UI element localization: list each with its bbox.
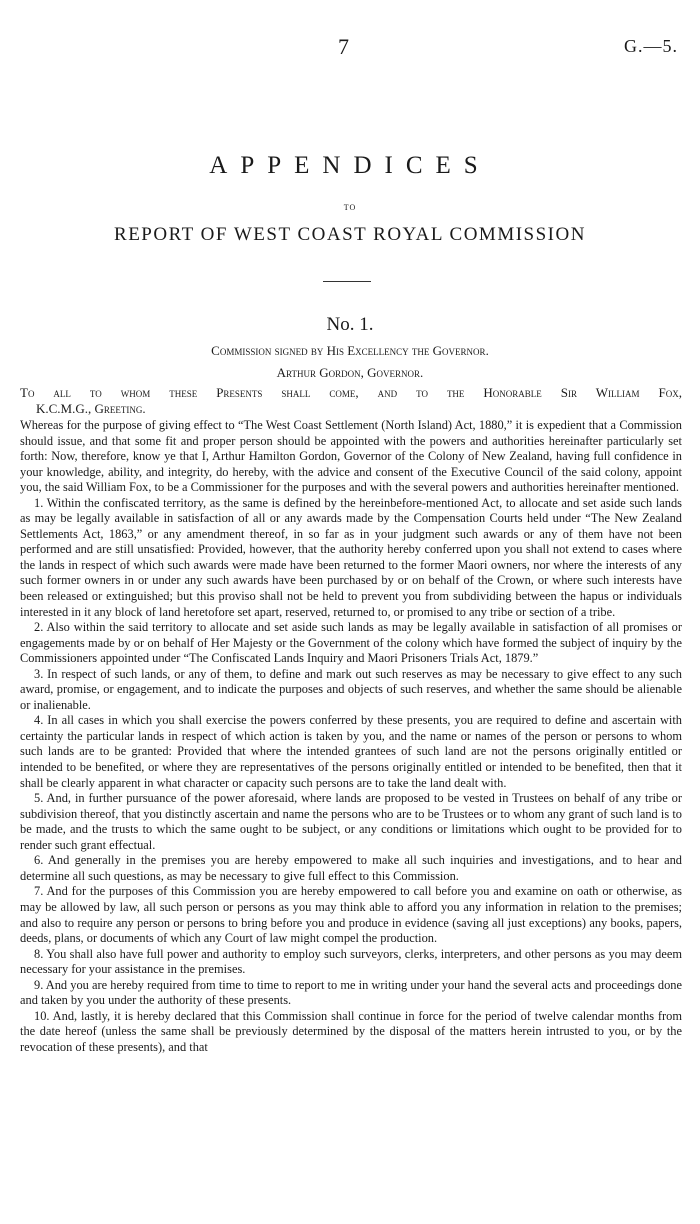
paragraph-8: 8. You shall also have full power and authority to employ such surveyors, clerks, interpreters, and other persons as you may deem necessary for your assistance in the premises.	[20, 946, 682, 977]
title-to: TO	[343, 203, 357, 212]
paragraph-10: 10. And, lastly, it is hereby declared that this Commission shall continue in force for the period of twelve calendar months from the date hereof (unless the same shall be previously determined by the disposal of the matters herein intrusted to you, or by the revocation of these presents), and that	[20, 1008, 682, 1054]
paragraph-7: 7. And for the purposes of this Commission you are hereby empowered to call before you and examine on oath or otherwise, as may be allowed by law, all such person or persons as you may think able to afford you any information in relation to the premises; and also to require any person or persons to bring before you and produce in evidence (saving all just exceptions) any books, papers, deeds, plans, or documents of which any Court of law might compel the production.	[20, 884, 682, 946]
paragraph-preamble: Whereas for the purpose of giving effect to “The West Coast Settlement (North Island) Act, 1880,” it is expedient that a Commission should issue, and that some fit and proper person should be appointed with the powers and authorities hereinafter particularly set forth: Now, therefore, know ye that I, Arthur Hamilton Gordon, Governor of the Colony of New Zealand, having full confidence in your knowledge, ability, and integrity, do hereby, with the advice and consent of the Executive Council of the said colony, appoint you, the said William Fox, to be a Commissioner for the purposes and with the several powers and authorities hereinafter mentioned.	[20, 418, 682, 495]
salutation	[20, 385, 682, 417]
commission-body	[20, 418, 682, 1055]
paragraph-9: 9. And you are hereby required from time to time to report to me in writing under your hand the several acts and proceedings done and taken by you under the authority of these presents.	[20, 977, 682, 1008]
paragraph-2: 2. Also within the said territory to allocate and set aside such lands as may be legally available in satisfaction of all promises or engagements made by or on behalf of Her Majesty or the Government of the colony which have formed the subject of inquiry by the Commissioners appointed under “The Confiscated Lands Inquiry and Maori Prisoners Trials Act, 1879.”	[20, 620, 682, 666]
paragraph-4: 4. In all cases in which you shall exercise the powers conferred by these presents, you are required to define and ascertain with certainty the particular lands in respect of which action is taken by you, and the name or names of the person or persons to whom such lands are to be granted: Provided that where the intended grantees of such land are not the persons originally entitled or intended to be benefited, or where they are representatives of the persons originally entitled or intended to be benefited, then that it shall be clearly apparent in what character or capacity such persons are to take the land dealt with.	[20, 713, 682, 790]
page-number: 7	[338, 34, 349, 59]
report-title: REPORT OF WEST COAST ROYAL COMMISSION	[114, 224, 586, 245]
signer-line: Arthur Gordon, Governor.	[276, 365, 424, 380]
divider-rule	[323, 281, 371, 282]
paragraph-1: 1. Within the confiscated territory, as the same is defined by the hereinbefore-mentioned Act, to allocate and set aside such lands as may be legally available in satisfaction of all or any awards made by the Compensation Courts held under “The New Zealand Settlements Act, 1863,” or any amendment thereof, in so far as in your judgment such awards or any of them have not been performed and are still unsatisfied: Provided, however, that the authority hereby conferred upon you shall not extend to cases where the lands in respect of which such awards were made have been returned to the former Maori owners, nor where the interests of any such former owners in or under any such awards have been purchased by or on behalf of the Crown, or where such interests have been released or extinguished; but this proviso shall not be held to prevent you from subdividing between the hapus or individuals interested in it any block of land heretofore set apart, reserved, returned to, or promised to any tribe or section of a tribe.	[20, 495, 682, 619]
appendix-number: No. 1.	[326, 314, 374, 335]
salutation-line-1: To all to whom these Presents shall come, and to the Honorable Sir William Fox,	[20, 385, 682, 400]
appendix-heading: Commission signed by His Excellency the Governor.	[211, 343, 489, 358]
appendices-title: APPENDICES	[209, 152, 491, 179]
paragraph-5: 5. And, in further pursuance of the power aforesaid, where lands are proposed to be vested in Trustees on behalf of any tribe or subdivision thereof, that you distinctly ascertain and name the persons who are to be Trustees or to whom any grant of such land is to be made, and the trusts to which the same ought to be subject, or any conditions or limitations which ought to be provided for to render such grant effectual.	[20, 791, 682, 852]
document-code: G.—5.	[624, 36, 678, 56]
paragraph-6: 6. And generally in the premises you are hereby empowered to make all such inquiries and investigations, and to hear and determine all such questions, as may be necessary to give full effect to this Commission.	[20, 853, 682, 883]
paragraph-3: 3. In respect of such lands, or any of them, to define and mark out such reserves as may be necessary to give effect to any such award, promise, or engagement, and to indicate the purposes and objects of such reserves, and whether the same should be alienable or inalienable.	[20, 666, 682, 712]
salutation-line-2: K.C.M.G., Greeting.	[36, 401, 146, 416]
